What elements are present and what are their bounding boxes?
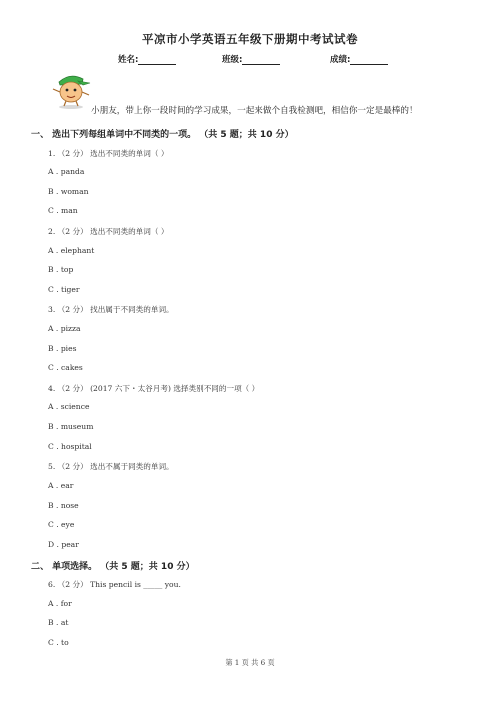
option-d[interactable]: D . pear — [48, 540, 79, 549]
option-c[interactable]: C . to — [48, 638, 69, 647]
section-heading-2: 二、 单项选择。 （共 5 题；共 10 分） — [31, 562, 195, 572]
option-c[interactable]: C . eye — [48, 520, 75, 529]
option-b[interactable]: B . museum — [48, 422, 94, 431]
student-info-row — [0, 53, 500, 67]
class-blank[interactable] — [242, 55, 280, 65]
name-blank[interactable] — [138, 55, 176, 65]
option-a[interactable]: A . science — [48, 402, 90, 411]
section-heading-1: 一、 选出下列每组单词中不同类的一项。 （共 5 题；共 10 分） — [31, 130, 294, 140]
score-field[interactable] — [330, 53, 388, 65]
option-b[interactable]: B . pies — [48, 344, 77, 353]
option-b[interactable]: B . top — [48, 265, 74, 274]
option-b[interactable]: B . nose — [48, 501, 79, 510]
mascot-illustration — [50, 70, 92, 110]
score-label: 成绩: — [330, 55, 351, 65]
option-c[interactable]: C . cakes — [48, 363, 83, 372]
question-stem: 1. （2 分） 选出不同类的单词（ ） — [48, 149, 169, 158]
class-label: 班级: — [222, 55, 243, 65]
name-field[interactable] — [118, 53, 176, 65]
question-stem: 6. （2 分） This pencil is _____ you. — [48, 580, 181, 589]
score-blank[interactable] — [350, 55, 388, 65]
name-label: 姓名: — [118, 55, 139, 65]
option-a[interactable]: A . elephant — [48, 246, 95, 255]
question-stem: 4. （2 分） (2017 六下・太谷月考) 选择类别不同的一项（ ） — [48, 384, 260, 393]
option-a[interactable]: A . panda — [48, 167, 85, 176]
intro-text: 小朋友，带上你一段时间的学习成果，一起来做个自我检测吧，相信你一定是最棒的！ — [91, 106, 418, 116]
question-stem: 2. （2 分） 选出不同类的单词（ ） — [48, 227, 169, 236]
option-b[interactable]: B . woman — [48, 187, 89, 196]
option-a[interactable]: A . for — [48, 599, 72, 608]
page-footer: 第 1 页 共 6 页 — [225, 658, 275, 667]
option-c[interactable]: C . hospital — [48, 442, 92, 451]
option-a[interactable]: A . pizza — [48, 324, 81, 333]
option-c[interactable]: C . tiger — [48, 285, 80, 294]
option-a[interactable]: A . ear — [48, 481, 74, 490]
question-stem: 5. （2 分） 选出不属于同类的单词。 — [48, 462, 174, 471]
page-title: 平凉市小学英语五年级下册期中考试试卷 — [142, 32, 358, 46]
option-c[interactable]: C . man — [48, 206, 78, 215]
question-stem: 3. （2 分） 找出属于不同类的单词。 — [48, 305, 174, 314]
option-b[interactable]: B . at — [48, 618, 69, 627]
class-field[interactable] — [222, 53, 280, 65]
